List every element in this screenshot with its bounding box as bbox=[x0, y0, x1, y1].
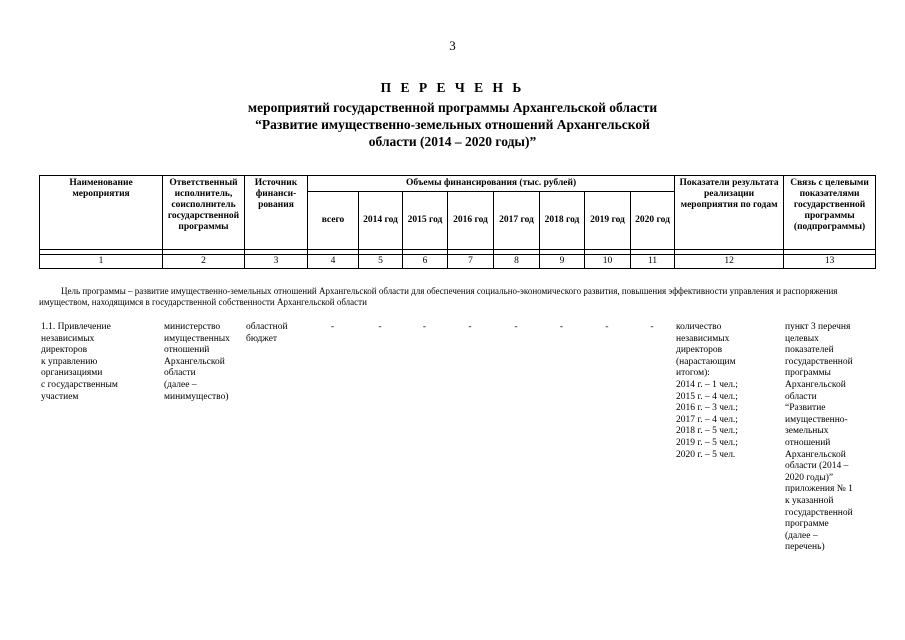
text-line: 2019 г. – 5 чел.; bbox=[676, 437, 738, 448]
text-line: участием bbox=[41, 391, 79, 402]
text-line: (далее – bbox=[785, 530, 818, 541]
text-line: “Развитие bbox=[785, 403, 826, 414]
activity-source bbox=[244, 322, 307, 554]
text-line: министерство bbox=[164, 322, 221, 332]
text-line: (нарастающим bbox=[676, 356, 736, 367]
activity-link bbox=[783, 322, 875, 554]
text-line: итогом): bbox=[676, 368, 710, 379]
activity-indicators bbox=[674, 322, 783, 554]
text-line: программы bbox=[785, 368, 831, 379]
column-number: 13 bbox=[784, 255, 876, 269]
text-line: (далее – bbox=[164, 379, 197, 390]
text-line: Архангельской bbox=[164, 356, 225, 367]
funding-total: - bbox=[330, 322, 335, 332]
column-number: 3 bbox=[245, 255, 308, 269]
funding-year: - bbox=[468, 322, 472, 332]
column-number: 12 bbox=[675, 255, 784, 269]
text-line: пункт 3 перечня bbox=[785, 322, 851, 332]
header-source: Источник финанси-рования bbox=[245, 176, 308, 250]
column-number: 2 bbox=[163, 255, 245, 269]
text-line: Архангельской bbox=[785, 379, 846, 390]
text-line: 2015 г. – 4 чел.; bbox=[676, 391, 738, 402]
table-row bbox=[39, 322, 875, 554]
title-line: мероприятий государственной программы Архангельской области bbox=[247, 100, 658, 115]
header-funding-year: 2020 год bbox=[631, 192, 675, 250]
title-line: области (2014 – 2020 годы)” bbox=[368, 134, 537, 149]
column-number: 7 bbox=[448, 255, 494, 269]
text-line: минимущество) bbox=[164, 391, 229, 402]
column-number: 4 bbox=[308, 255, 359, 269]
text-line: показателей bbox=[785, 345, 834, 356]
column-number: 8 bbox=[494, 255, 540, 269]
title-line: “Развитие имущественно-земельных отношений Архангельской bbox=[255, 117, 650, 132]
text-line: государственной bbox=[785, 507, 853, 518]
column-number: 11 bbox=[631, 255, 675, 269]
header-link: Связь с целевыми показателями государственной программы (подпрограммы) bbox=[784, 176, 876, 250]
funding-year: - bbox=[559, 322, 564, 332]
text-line: директоров bbox=[676, 345, 723, 356]
text-line: 2020 годы)” bbox=[785, 472, 834, 483]
activity-executor bbox=[162, 322, 244, 554]
activities-table bbox=[39, 322, 875, 554]
header-funding-year: 2019 год bbox=[585, 192, 631, 250]
text-line: отношений bbox=[164, 345, 210, 356]
header-executor: Ответственный исполнитель, соисполнитель государственной программы bbox=[163, 176, 245, 250]
header-funding-group: Объемы финансирования (тыс. рублей) bbox=[308, 176, 675, 192]
document-title bbox=[0, 80, 905, 150]
text-line: 2014 г. – 1 чел.; bbox=[676, 379, 738, 390]
text-line: имущественных bbox=[164, 333, 230, 344]
header-name: Наименование мероприятия bbox=[40, 176, 163, 250]
text-line: с государственным bbox=[41, 379, 118, 390]
text-line: 2020 г. – 5 чел. bbox=[676, 449, 736, 460]
text-line: программе bbox=[785, 519, 829, 530]
text-line: количество bbox=[676, 322, 722, 332]
text-line: Архангельской bbox=[785, 449, 846, 460]
funding-year: - bbox=[650, 322, 654, 332]
funding-year: - bbox=[422, 322, 427, 332]
program-goal: Цель программы – развитие имущественно-земельных отношений Архангельской области для обеспечения социально-экономического развития, повышения эффективности управления и распоряжения имуществом, находящимся в государственной собственности Архангельской области bbox=[39, 286, 838, 307]
funding-year: - bbox=[378, 322, 382, 332]
text-line: приложения № 1 bbox=[785, 484, 853, 495]
text-line: независимых bbox=[41, 333, 95, 344]
text-line: к управлению bbox=[41, 356, 98, 367]
header-funding-year: 2016 год bbox=[448, 192, 494, 250]
text-line: 1.1. Привлечение bbox=[41, 322, 111, 332]
text-line: директоров bbox=[41, 345, 88, 356]
header-funding-year: 2017 год bbox=[494, 192, 540, 250]
column-number: 10 bbox=[585, 255, 631, 269]
text-line: независимых bbox=[676, 333, 730, 344]
column-number: 5 bbox=[359, 255, 403, 269]
text-line: перечень) bbox=[785, 542, 825, 553]
text-line: имущественно- bbox=[785, 414, 848, 425]
title-main: П Е Р Е Ч Е Н Ь bbox=[380, 80, 525, 95]
column-number: 6 bbox=[403, 255, 448, 269]
header-funding-total: всего bbox=[308, 192, 359, 250]
header-table bbox=[39, 175, 876, 269]
column-number: 9 bbox=[540, 255, 585, 269]
text-line: целевых bbox=[785, 333, 819, 344]
funding-year: - bbox=[514, 322, 518, 332]
column-number: 1 bbox=[40, 255, 163, 269]
funding-year: - bbox=[605, 322, 609, 332]
text-line: организациями bbox=[41, 368, 103, 379]
activity-name bbox=[39, 322, 162, 554]
text-line: 2017 г. – 4 чел.; bbox=[676, 414, 738, 425]
text-line: 2016 г. – 3 чел.; bbox=[676, 403, 738, 414]
header-funding-year: 2014 год bbox=[359, 192, 403, 250]
text-line: государственной bbox=[785, 356, 853, 367]
text-line: земельных bbox=[785, 426, 829, 437]
text-line: к указанной bbox=[785, 495, 834, 506]
header-indicators: Показатели результата реализации мероприятия по годам bbox=[675, 176, 784, 250]
text-line: области bbox=[785, 391, 817, 402]
text-line: бюджет bbox=[246, 333, 278, 344]
header-funding-year: 2015 год bbox=[403, 192, 448, 250]
page-number: 3 bbox=[449, 38, 456, 53]
text-line: области (2014 – bbox=[785, 461, 849, 472]
text-line: области bbox=[164, 368, 196, 379]
text-line: 2018 г. – 5 чел.; bbox=[676, 426, 738, 437]
text-line: отношений bbox=[785, 437, 831, 448]
text-line: областной bbox=[246, 322, 288, 332]
header-funding-year: 2018 год bbox=[540, 192, 585, 250]
